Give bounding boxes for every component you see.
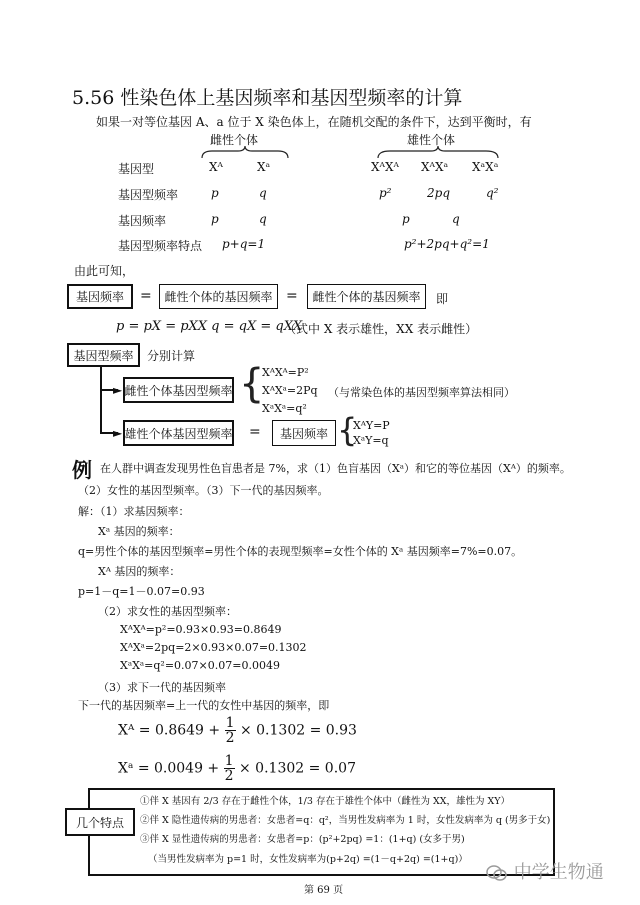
wechat-icon [486,864,508,882]
female-genotype-A: Xᴬ [209,160,223,174]
calc-xa-small-lhs: Xᵃ = 0.0049 + [118,760,220,777]
solution-line-9: XᵃXᵃ=q²=0.07×0.07=0.0049 [120,659,280,672]
frac-den-2: 2 [224,768,234,784]
male-genotype-Aa: XᴬXᵃ [421,160,449,174]
feature-item-3: ③伴 X 显性遗传病的男患者：女患者=p：(p²+2pq) =1：(1+q) (女多于男) [140,834,465,845]
female-gene-freq-box-2: 雌性个体的基因频率 [307,284,426,309]
female-genotype-freq-box: 雌性个体基因型频率 [123,377,234,403]
calc-fraction-1 [225,716,236,745]
solution-line-4: Xᴬ 基因的频率： [98,565,181,578]
male-genotype-aa: XᵃXᵃ [472,160,499,174]
genotype-freq-box: 基因型频率 [67,343,140,367]
solution-line-5: p=1－q=1－0.07=0.93 [78,585,205,598]
calc-xa-small [118,754,356,783]
male-genotype-AA: XᴬXᴬ [371,160,399,174]
arrow-female: ► [113,383,123,397]
example-label: 例 [72,458,92,482]
male-gtf-2pq: 2pq [427,186,450,200]
frac-num-2: 1 [224,753,234,769]
row-label-genotype: 基因型 [118,162,155,176]
solution-line-7: XᴬXᴬ=p²=0.93×0.93=0.8649 [120,623,282,636]
example-line-2: （2）女性的基因型频率。（3）下一代的基因频率。 [78,484,329,497]
solution-line-3: q=男性个体的基因型频率=男性个体的表现型频率=女性个体的 Xᵃ 基因频率=7%=0.07。 [78,545,523,558]
female-gtf-q: q [259,186,267,200]
row-label-features: 基因型频率特点 [118,239,203,253]
female-gtf-p: p [211,186,219,200]
female-brace [200,146,290,160]
gene-freq-box: 基因频率 [67,284,133,309]
watermark-text: 中学生物通 [513,862,604,883]
tree-trunk [100,367,102,433]
frac-num-1: 1 [225,715,235,731]
watermark [486,858,604,884]
solution-line-6: （2）求女性的基因型频率： [98,605,237,618]
feature-item-4: （当男性发病率为 p=1 时，女性发病率为(p+2q) =(1－q+2q) =(1+q)） [148,854,468,865]
female-gf-q: q [259,212,267,226]
formula-note: （式中 X 表示雄性，XX 表示雌性） [284,322,478,336]
male-gtf-q2: q² [486,186,499,200]
header-male: 雄性个体 [407,133,456,147]
male-gf-p: p [402,212,410,226]
female-sum: p+q=1 [222,237,266,251]
row-label-genotype-freq: 基因型频率 [118,188,179,202]
male-genotype-freq-box: 雄性个体基因型频率 [123,420,234,446]
arrow-male: ► [113,426,123,440]
female-gtf-line-3: XᵃXᵃ=q² [262,402,307,415]
female-gf-p: p [211,212,219,226]
calc-fraction-2 [224,754,235,783]
formula: p = pX = pXX q = qX = qXX [116,319,303,334]
row-label-gene-freq: 基因频率 [118,214,167,228]
female-brace-right: { [239,361,265,407]
male-gene-freq-box: 基因频率 [272,420,336,446]
frac-den-1: 2 [225,730,235,746]
separate-calc-text: 分别计算 [147,349,196,363]
female-gene-freq-box-1: 雌性个体的基因频率 [159,284,278,309]
suffix-ji: 即 [436,292,449,306]
male-gtf-p2: p² [379,186,392,200]
feature-item-1: ①伴 X 基因有 2/3 存在于雌性个体，1/3 存在于雄性个体中（雌性为 XX，雄性为 XY） [140,796,511,807]
solution-line-8: XᴬXᵃ=2pq=2×0.93×0.07=0.1302 [120,641,307,654]
feature-item-2: ②伴 X 隐性遗传病的男患者：女患者=q：q²，当男性发病率为 1 时，女性发病率为 q (男多于女) [140,815,551,826]
page-number: 第 69 页 [304,885,344,896]
female-gtf-line-2: XᴬXᵃ=2Pq [262,384,318,397]
equals-sign-3: = [249,424,261,440]
male-gtf-line-1: XᴬY=P [353,419,390,432]
calc-xa-big-lhs: Xᴬ = 0.8649 + [118,722,221,739]
features-label: 几个特点 [65,808,135,836]
calc-xa-big-rhs: × 0.1302 = 0.93 [239,722,357,739]
male-brace [376,146,501,160]
female-gtf-note: （与常染色体的基因型频率算法相同） [328,386,515,399]
male-brace-right: { [337,411,358,449]
female-gtf-line-1: XᴬXᴬ=P² [262,366,309,379]
solution-line-1: 解：（1）求基因频率： [78,505,190,518]
male-sum: p²+2pq+q²=1 [404,237,490,251]
page-title: 5.56 性染色体上基因频率和基因型频率的计算 [72,87,463,109]
solution-line-11: 下一代的基因频率=上一代的女性中基因的频率，即 [78,699,330,712]
header-female: 雌性个体 [210,133,259,147]
calc-xa-small-rhs: × 0.1302 = 0.07 [239,760,356,777]
male-gf-q: q [452,212,460,226]
female-genotype-a: Xᵃ [257,160,271,174]
calc-xa-big [118,716,357,745]
male-gtf-line-2: XᵃY=q [353,434,389,447]
intro-text: 如果一对等位基因 A、a 位于 X 染色体上，在随机交配的条件下，达到平衡时，有 [96,115,532,129]
example-line-1: 在人群中调查发现男性色盲患者是 7%，求（1）色盲基因（Xᵃ）和它的等位基因（Xᴬ）的频率。 [100,462,571,475]
thus-text: 由此可知， [74,264,135,278]
equals-sign-2: = [286,288,298,304]
equals-sign-1: = [140,288,152,304]
solution-line-10: （3）求下一代的基因频率 [98,681,226,694]
solution-line-2: Xᵃ 基因的频率： [98,525,180,538]
